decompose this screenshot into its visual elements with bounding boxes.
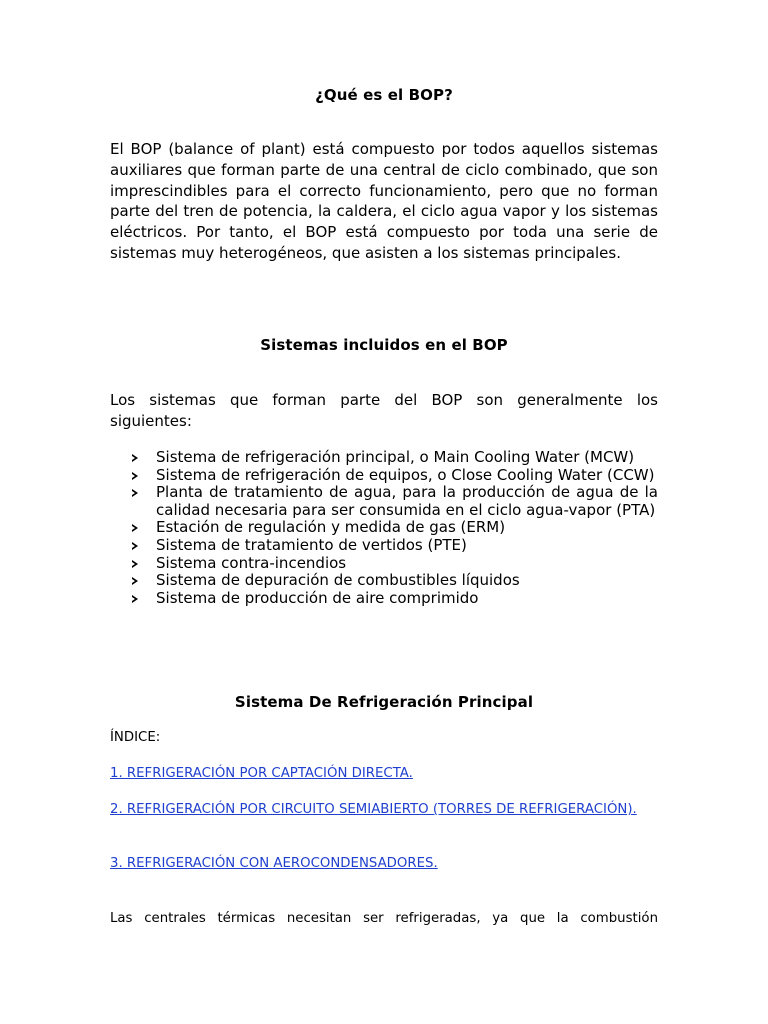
index-link-aerocondensadores[interactable]: 3. REFRIGERACIÓN CON AEROCONDENSADORES. [110, 856, 438, 871]
arrowhead-bullet-icon [132, 577, 138, 585]
heading-refrigeracion-principal: Sistema De Refrigeración Principal [234, 693, 534, 711]
list-item-text: Estación de regulación y medida de gas (ERM) [156, 518, 506, 537]
list-item [110, 484, 658, 519]
list-item-text: Planta de tratamiento de agua, para la producción de agua de la calidad necesaria para ser consumida en el ciclo agua-vapor (PTA) [156, 483, 658, 519]
list-item-text: Sistema de refrigeración principal, o Main Cooling Water (MCW) [156, 448, 635, 466]
arrowhead-bullet-icon [132, 524, 138, 532]
arrowhead-bullet-icon [132, 454, 138, 462]
list-item [110, 590, 658, 608]
paragraph-bop-definition: El BOP (balance of plant) está compuesto por todos aquellos sistemas auxiliares que forman parte de una central de ciclo combinado, que son imprescindibles para el correcto funcionamiento, pero que no forman parte del tren de potencia, la caldera, el ciclo agua vapor y los sistemas eléctricos. Por tanto, el BOP está compuesto por toda una serie de sistemas muy heterogéneos, que asisten a los sistemas principales. [110, 140, 658, 262]
arrowhead-bullet-icon [132, 489, 138, 497]
list-item [110, 519, 658, 537]
index-label: ÍNDICE: [110, 730, 161, 745]
heading-que-es-bop: ¿Qué es el BOP? [315, 86, 453, 104]
heading-sistemas-incluidos: Sistemas incluidos en el BOP [260, 336, 508, 354]
arrowhead-bullet-icon [132, 472, 138, 480]
list-item-text: Sistema de depuración de combustibles líquidos [156, 571, 520, 590]
list-item [110, 572, 658, 590]
list-item [110, 467, 658, 485]
list-item-text: Sistema de tratamiento de vertidos (PTE) [156, 535, 467, 554]
paragraph-sistemas-intro: Los sistemas que forman parte del BOP son generalmente los siguientes: [110, 391, 658, 430]
arrowhead-bullet-icon [132, 542, 138, 550]
list-item-text: Sistema contra-incendios [156, 553, 347, 572]
paragraph-centrales-termicas: Las centrales térmicas necesitan ser refrigeradas, ya que la combustión [110, 911, 658, 926]
systems-bullet-list [110, 449, 658, 607]
arrowhead-bullet-icon [132, 595, 138, 603]
list-item [110, 537, 658, 555]
index-link-circuito-semiabierto[interactable]: 2. REFRIGERACIÓN POR CIRCUITO SEMIABIERTO (TORRES DE REFRIGERACIÓN). [110, 802, 637, 817]
index-link-captacion-directa[interactable]: 1. REFRIGERACIÓN POR CAPTACIÓN DIRECTA. [110, 766, 413, 781]
arrowhead-bullet-icon [132, 560, 138, 568]
list-item [110, 449, 658, 467]
list-item [110, 555, 658, 573]
list-item-text: Sistema de producción de aire comprimido [156, 588, 479, 607]
list-item-text: Sistema de refrigeración de equipos, o Close Cooling Water (CCW) [156, 465, 655, 484]
